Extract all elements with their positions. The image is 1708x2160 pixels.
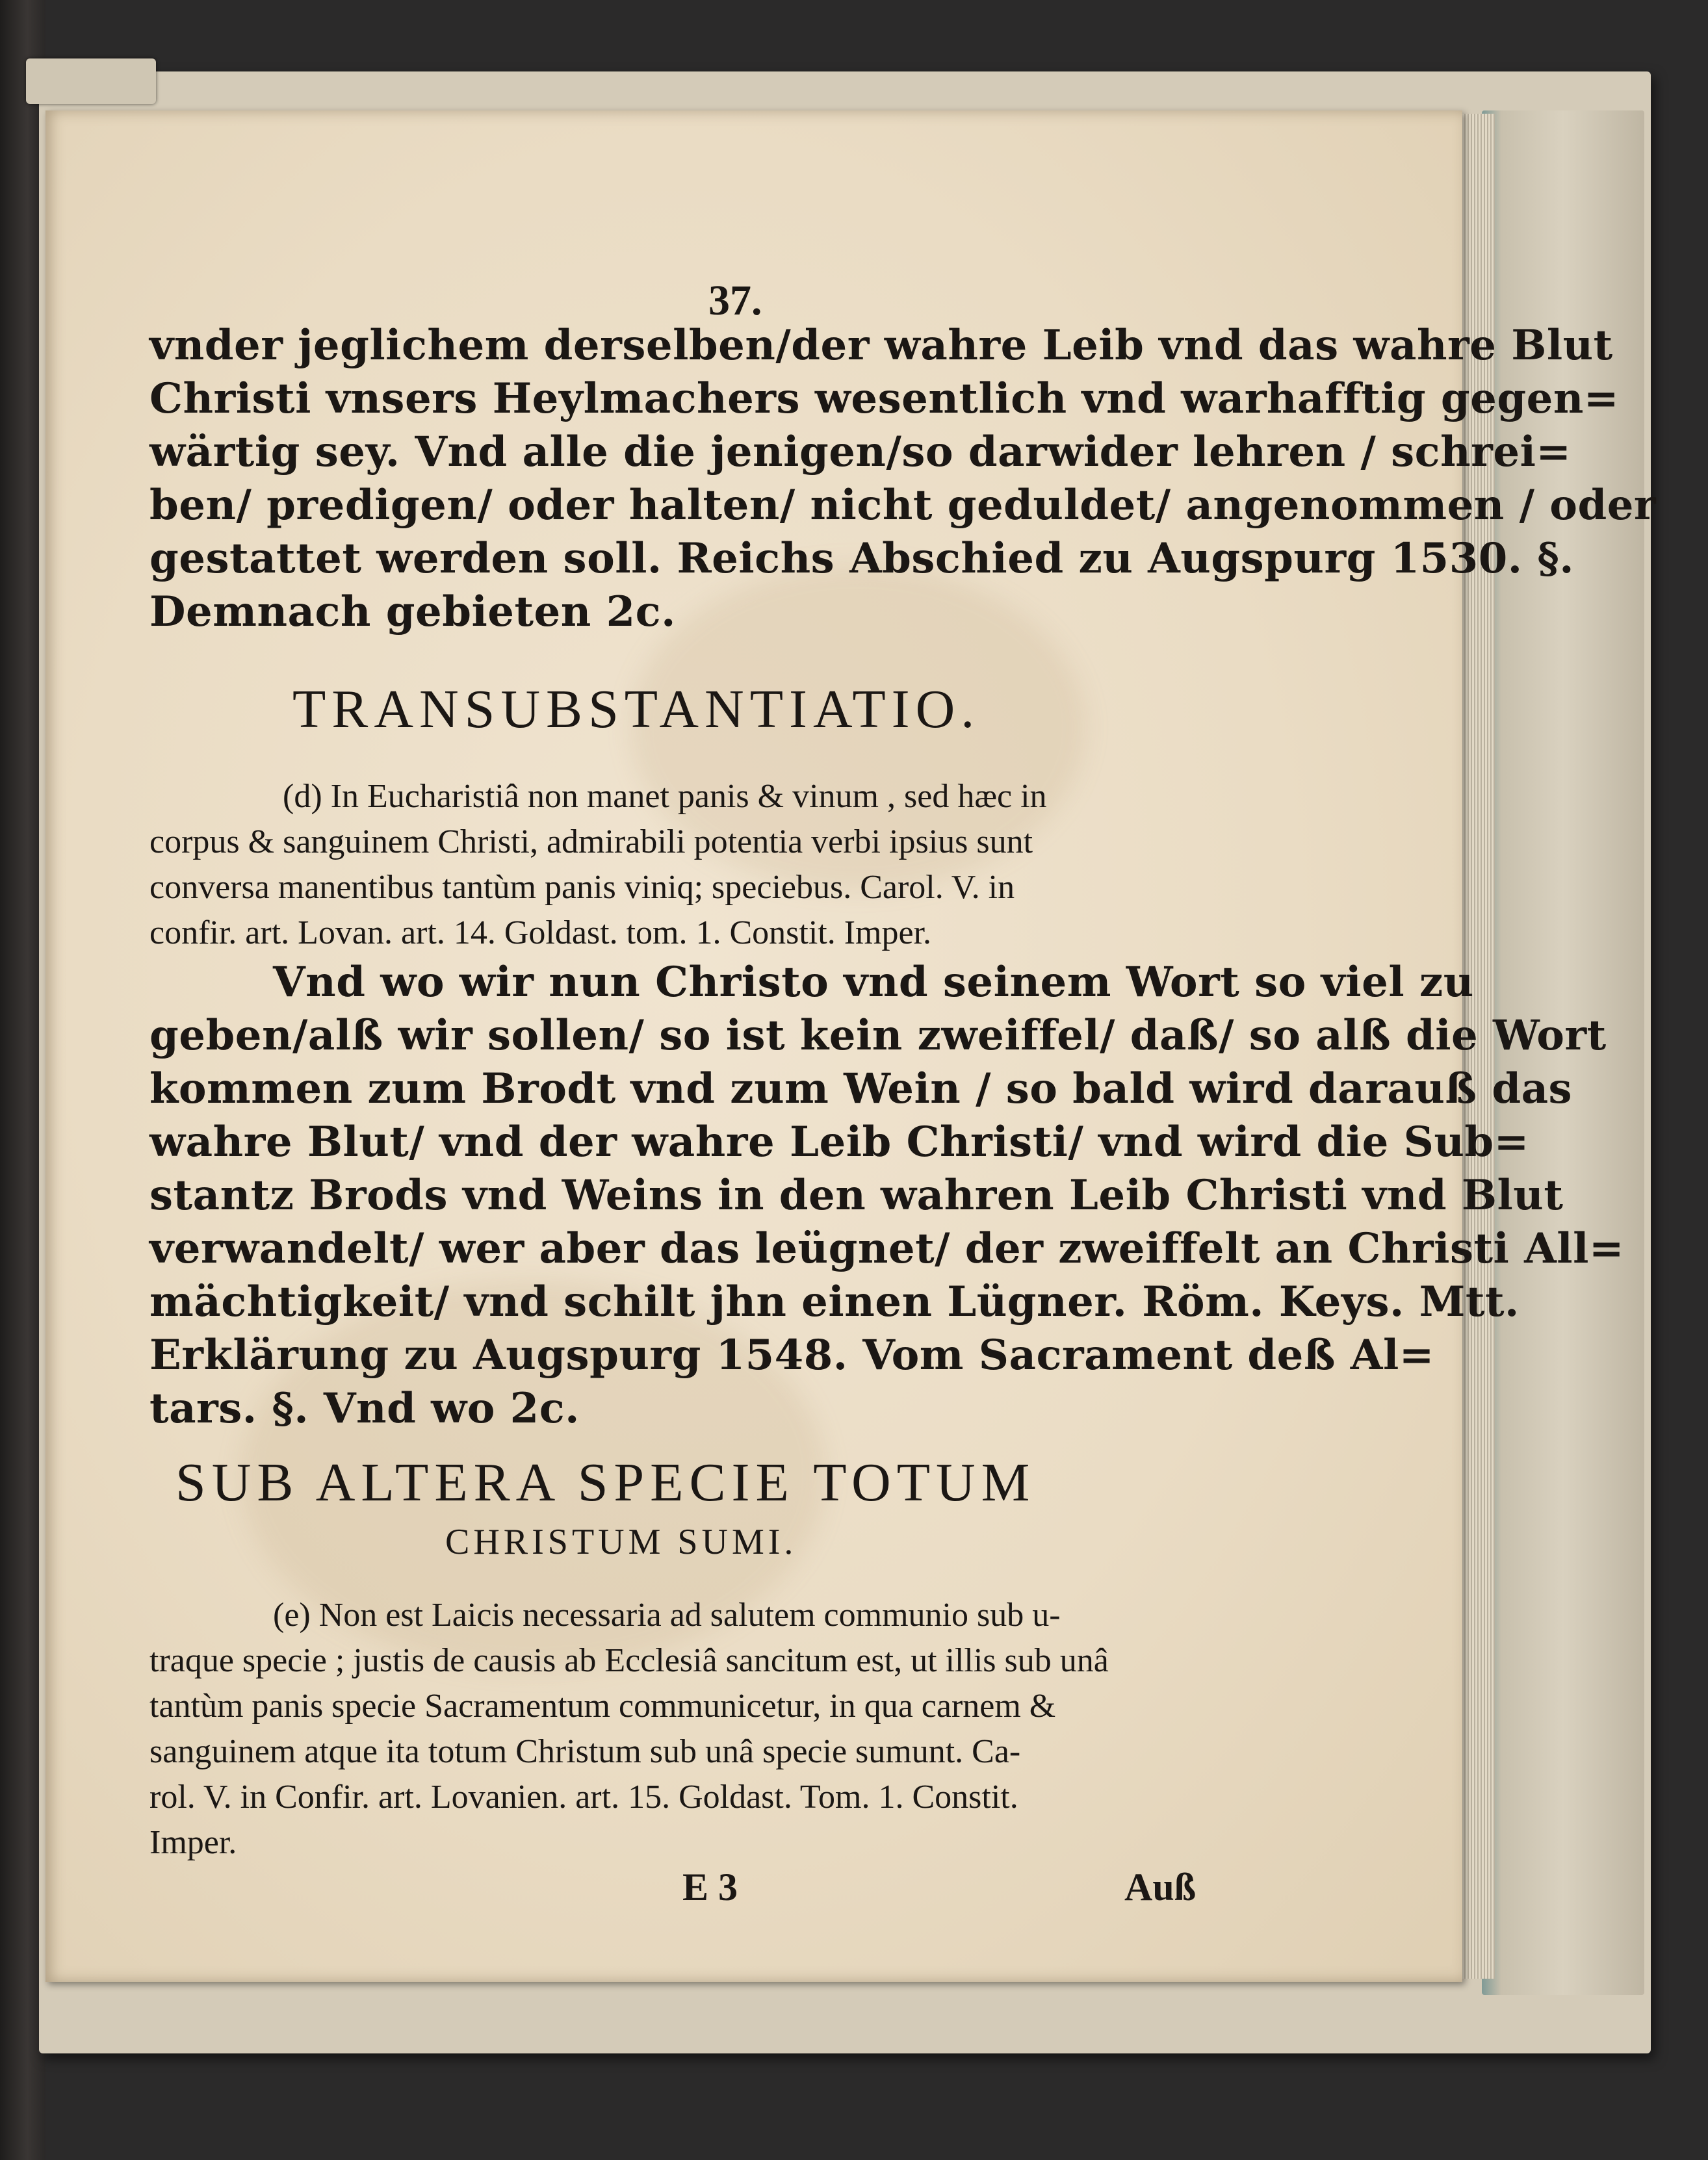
text-line: wahre Blut/ vnd der wahre Leib Christi/ vnd wird die Sub=: [149, 1118, 1529, 1166]
text-line: mächtigkeit/ vnd schilt jhn einen Lügner. Röm. Keys. Mtt.: [149, 1278, 1520, 1326]
latin-line: rol. V. in Confir. art. Lovanien. art. 15. Goldast. Tom. 1. Constit.: [149, 1779, 1018, 1816]
latin-line: Imper.: [149, 1824, 237, 1861]
text-line: tars. §. Vnd wo 2c.: [149, 1384, 580, 1433]
text-line: Demnach gebieten 2c.: [149, 587, 676, 636]
text-line: Vnd wo wir nun Christo vnd seinem Wort so viel zu: [273, 958, 1474, 1007]
book-page: [45, 110, 1657, 1982]
latin-line: confir. art. Lovan. art. 14. Goldast. tom. 1. Constit. Imper.: [149, 914, 932, 951]
text-line: vnder jeglichem derselben/der wahre Leib vnd das wahre Blut: [149, 321, 1613, 370]
text-line: geben/alß wir sollen/ so ist kein zweiffel/ daß/ so alß die Wort: [149, 1011, 1607, 1060]
signature-mark: E 3: [682, 1866, 738, 1909]
section-subheading: CHRISTUM SUMI.: [445, 1522, 797, 1562]
text-line: verwandelt/ wer aber das leügnet/ der zweiffelt an Christi All=: [149, 1224, 1625, 1273]
latin-line: (e) Non est Laicis necessaria ad salutem communio sub u-: [273, 1597, 1061, 1634]
latin-line: tantùm panis specie Sacramentum communicetur, in qua carnem &: [149, 1688, 1056, 1725]
page-number: 37.: [708, 277, 762, 324]
latin-line: corpus & sanguinem Christi, admirabili potentia verbi ipsius sunt: [149, 823, 1033, 860]
section-heading: TRANSUBSTANTIATIO.: [292, 679, 981, 739]
latin-line: (d) In Eucharistiâ non manet panis & vinum , sed hæc in: [283, 778, 1047, 815]
book-clasp: [26, 58, 156, 104]
text-line: Christi vnsers Heylmachers wesentlich vnd warhafftig gegen=: [149, 374, 1619, 423]
latin-line: conversa manentibus tantùm panis viniq; speciebus. Carol. V. in: [149, 869, 1015, 906]
latin-line: sanguinem atque ita totum Christum sub unâ specie sumunt. Ca-: [149, 1733, 1021, 1770]
text-line: kommen zum Brodt vnd zum Wein / so bald wird darauß das: [149, 1064, 1573, 1113]
text-line: ben/ predigen/ oder halten/ nicht geduldet/ angenommen / oder: [149, 481, 1657, 530]
text-line: wärtig sey. Vnd alle die jenigen/so darwider lehren / schrei=: [149, 428, 1572, 476]
latin-line: traque specie ; justis de causis ab Ecclesiâ sancitum est, ut illis sub unâ: [149, 1642, 1109, 1679]
text-line: Erklärung zu Augspurg 1548. Vom Sacrament deß Al=: [149, 1331, 1434, 1380]
text-line: gestattet werden soll. Reichs Abschied zu Augspurg 1530. §.: [149, 534, 1575, 583]
text-line: stantz Brods vnd Weins in den wahren Leib Christi vnd Blut: [149, 1171, 1564, 1220]
section-heading: SUB ALTERA SPECIE TOTUM: [175, 1452, 1036, 1513]
catchword: Auß: [1124, 1866, 1197, 1909]
